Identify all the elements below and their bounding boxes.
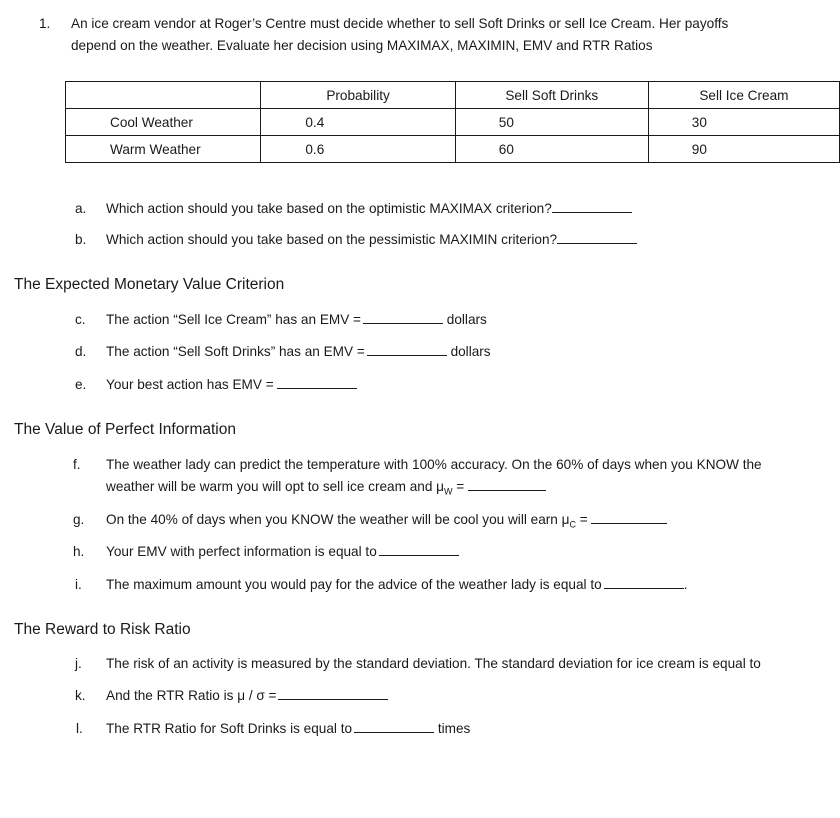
answer-blank-e[interactable] bbox=[277, 387, 357, 389]
item-b bbox=[106, 232, 637, 247]
table-header-row bbox=[66, 82, 840, 109]
item-i-letter: i. bbox=[75, 577, 82, 592]
table-row bbox=[66, 136, 840, 163]
item-f-text: weather will be warm you will opt to sell ice cream and μ bbox=[106, 479, 444, 494]
item-l-letter: l. bbox=[76, 721, 83, 736]
item-e-text: Your best action has EMV = bbox=[106, 377, 274, 392]
section-heading-vpi: The Value of Perfect Information bbox=[14, 421, 236, 438]
item-i-suffix: . bbox=[683, 577, 688, 592]
item-d-suffix: dollars bbox=[450, 344, 491, 359]
question-text-line2: depend on the weather. Evaluate her decision using MAXIMAX, MAXIMIN, EMV and RTR Ratios bbox=[71, 38, 653, 53]
item-b-letter: b. bbox=[75, 232, 87, 247]
row-label: Warm Weather bbox=[66, 136, 261, 163]
question-text-line1: An ice cream vendor at Roger’s Centre must decide whether to sell Soft Drinks or sell Ice Cream. Her payoffs bbox=[71, 16, 729, 31]
item-b-text: Which action should you take based on the pessimistic MAXIMIN criterion? bbox=[106, 232, 558, 247]
item-g bbox=[106, 512, 667, 530]
item-f-subscript: W bbox=[444, 486, 453, 497]
item-h bbox=[106, 544, 459, 559]
table-header-cell: Sell Soft Drinks bbox=[455, 82, 648, 109]
table-header-cell bbox=[66, 82, 261, 109]
answer-blank-g[interactable] bbox=[591, 522, 667, 524]
item-f-letter: f. bbox=[73, 457, 81, 472]
item-l-text: The RTR Ratio for Soft Drinks is equal to bbox=[106, 721, 353, 736]
item-j-letter: j. bbox=[75, 656, 82, 671]
answer-blank-i[interactable] bbox=[604, 587, 684, 589]
probability-cell: 0.6 bbox=[261, 136, 455, 163]
item-e bbox=[106, 377, 357, 392]
item-d bbox=[106, 344, 491, 359]
item-a bbox=[106, 201, 632, 216]
payoff-table bbox=[65, 81, 840, 163]
answer-blank-a[interactable] bbox=[552, 211, 632, 213]
answer-blank-h[interactable] bbox=[379, 554, 459, 556]
item-g-letter: g. bbox=[73, 512, 85, 527]
item-a-text: Which action should you take based on the optimistic MAXIMAX criterion? bbox=[106, 201, 552, 216]
item-i bbox=[106, 577, 687, 592]
answer-blank-b[interactable] bbox=[557, 242, 637, 244]
answer-blank-l[interactable] bbox=[354, 731, 434, 733]
item-k-text: And the RTR Ratio is μ / σ = bbox=[106, 688, 277, 703]
item-k-letter: k. bbox=[75, 688, 86, 703]
item-e-letter: e. bbox=[75, 377, 87, 392]
item-i-text: The maximum amount you would pay for the advice of the weather lady is equal to bbox=[106, 577, 602, 592]
soft-drinks-cell: 50 bbox=[455, 109, 648, 136]
question-number: 1. bbox=[39, 16, 51, 31]
item-c-suffix: dollars bbox=[446, 312, 487, 327]
item-c bbox=[106, 312, 487, 327]
item-f-equals: = bbox=[452, 479, 465, 494]
item-c-text: The action “Sell Ice Cream” has an EMV = bbox=[106, 312, 361, 327]
item-f-line2 bbox=[106, 479, 546, 497]
probability-cell: 0.4 bbox=[261, 109, 455, 136]
table-row bbox=[66, 109, 840, 136]
ice-cream-cell: 30 bbox=[648, 109, 839, 136]
item-a-letter: a. bbox=[75, 201, 87, 216]
item-c-letter: c. bbox=[75, 312, 86, 327]
item-h-text: Your EMV with perfect information is equal to bbox=[106, 544, 377, 559]
item-l-suffix: times bbox=[437, 721, 471, 736]
item-g-equals: = bbox=[575, 512, 588, 527]
section-heading-rtr: The Reward to Risk Ratio bbox=[14, 621, 191, 638]
item-d-letter: d. bbox=[75, 344, 87, 359]
item-d-text: The action “Sell Soft Drinks” has an EMV = bbox=[106, 344, 365, 359]
item-k bbox=[106, 688, 388, 703]
answer-blank-d[interactable] bbox=[367, 354, 447, 356]
item-g-text: On the 40% of days when you KNOW the weather will be cool you will earn μ bbox=[106, 512, 570, 527]
item-f-line1: The weather lady can predict the temperature with 100% accuracy. On the 60% of days when you KNOW the bbox=[106, 457, 762, 472]
section-heading-emv: The Expected Monetary Value Criterion bbox=[14, 276, 285, 293]
answer-blank-f[interactable] bbox=[468, 489, 546, 491]
ice-cream-cell: 90 bbox=[648, 136, 839, 163]
answer-blank-k[interactable] bbox=[278, 698, 388, 700]
table-header-cell: Sell Ice Cream bbox=[648, 82, 839, 109]
item-j-text: The risk of an activity is measured by the standard deviation. The standard deviation for ice cream is equal to bbox=[106, 656, 761, 671]
item-l bbox=[106, 721, 470, 736]
answer-blank-c[interactable] bbox=[363, 322, 443, 324]
item-g-subscript: C bbox=[569, 519, 576, 530]
item-h-letter: h. bbox=[73, 544, 85, 559]
soft-drinks-cell: 60 bbox=[455, 136, 648, 163]
row-label: Cool Weather bbox=[66, 109, 261, 136]
table-header-cell: Probability bbox=[261, 82, 455, 109]
